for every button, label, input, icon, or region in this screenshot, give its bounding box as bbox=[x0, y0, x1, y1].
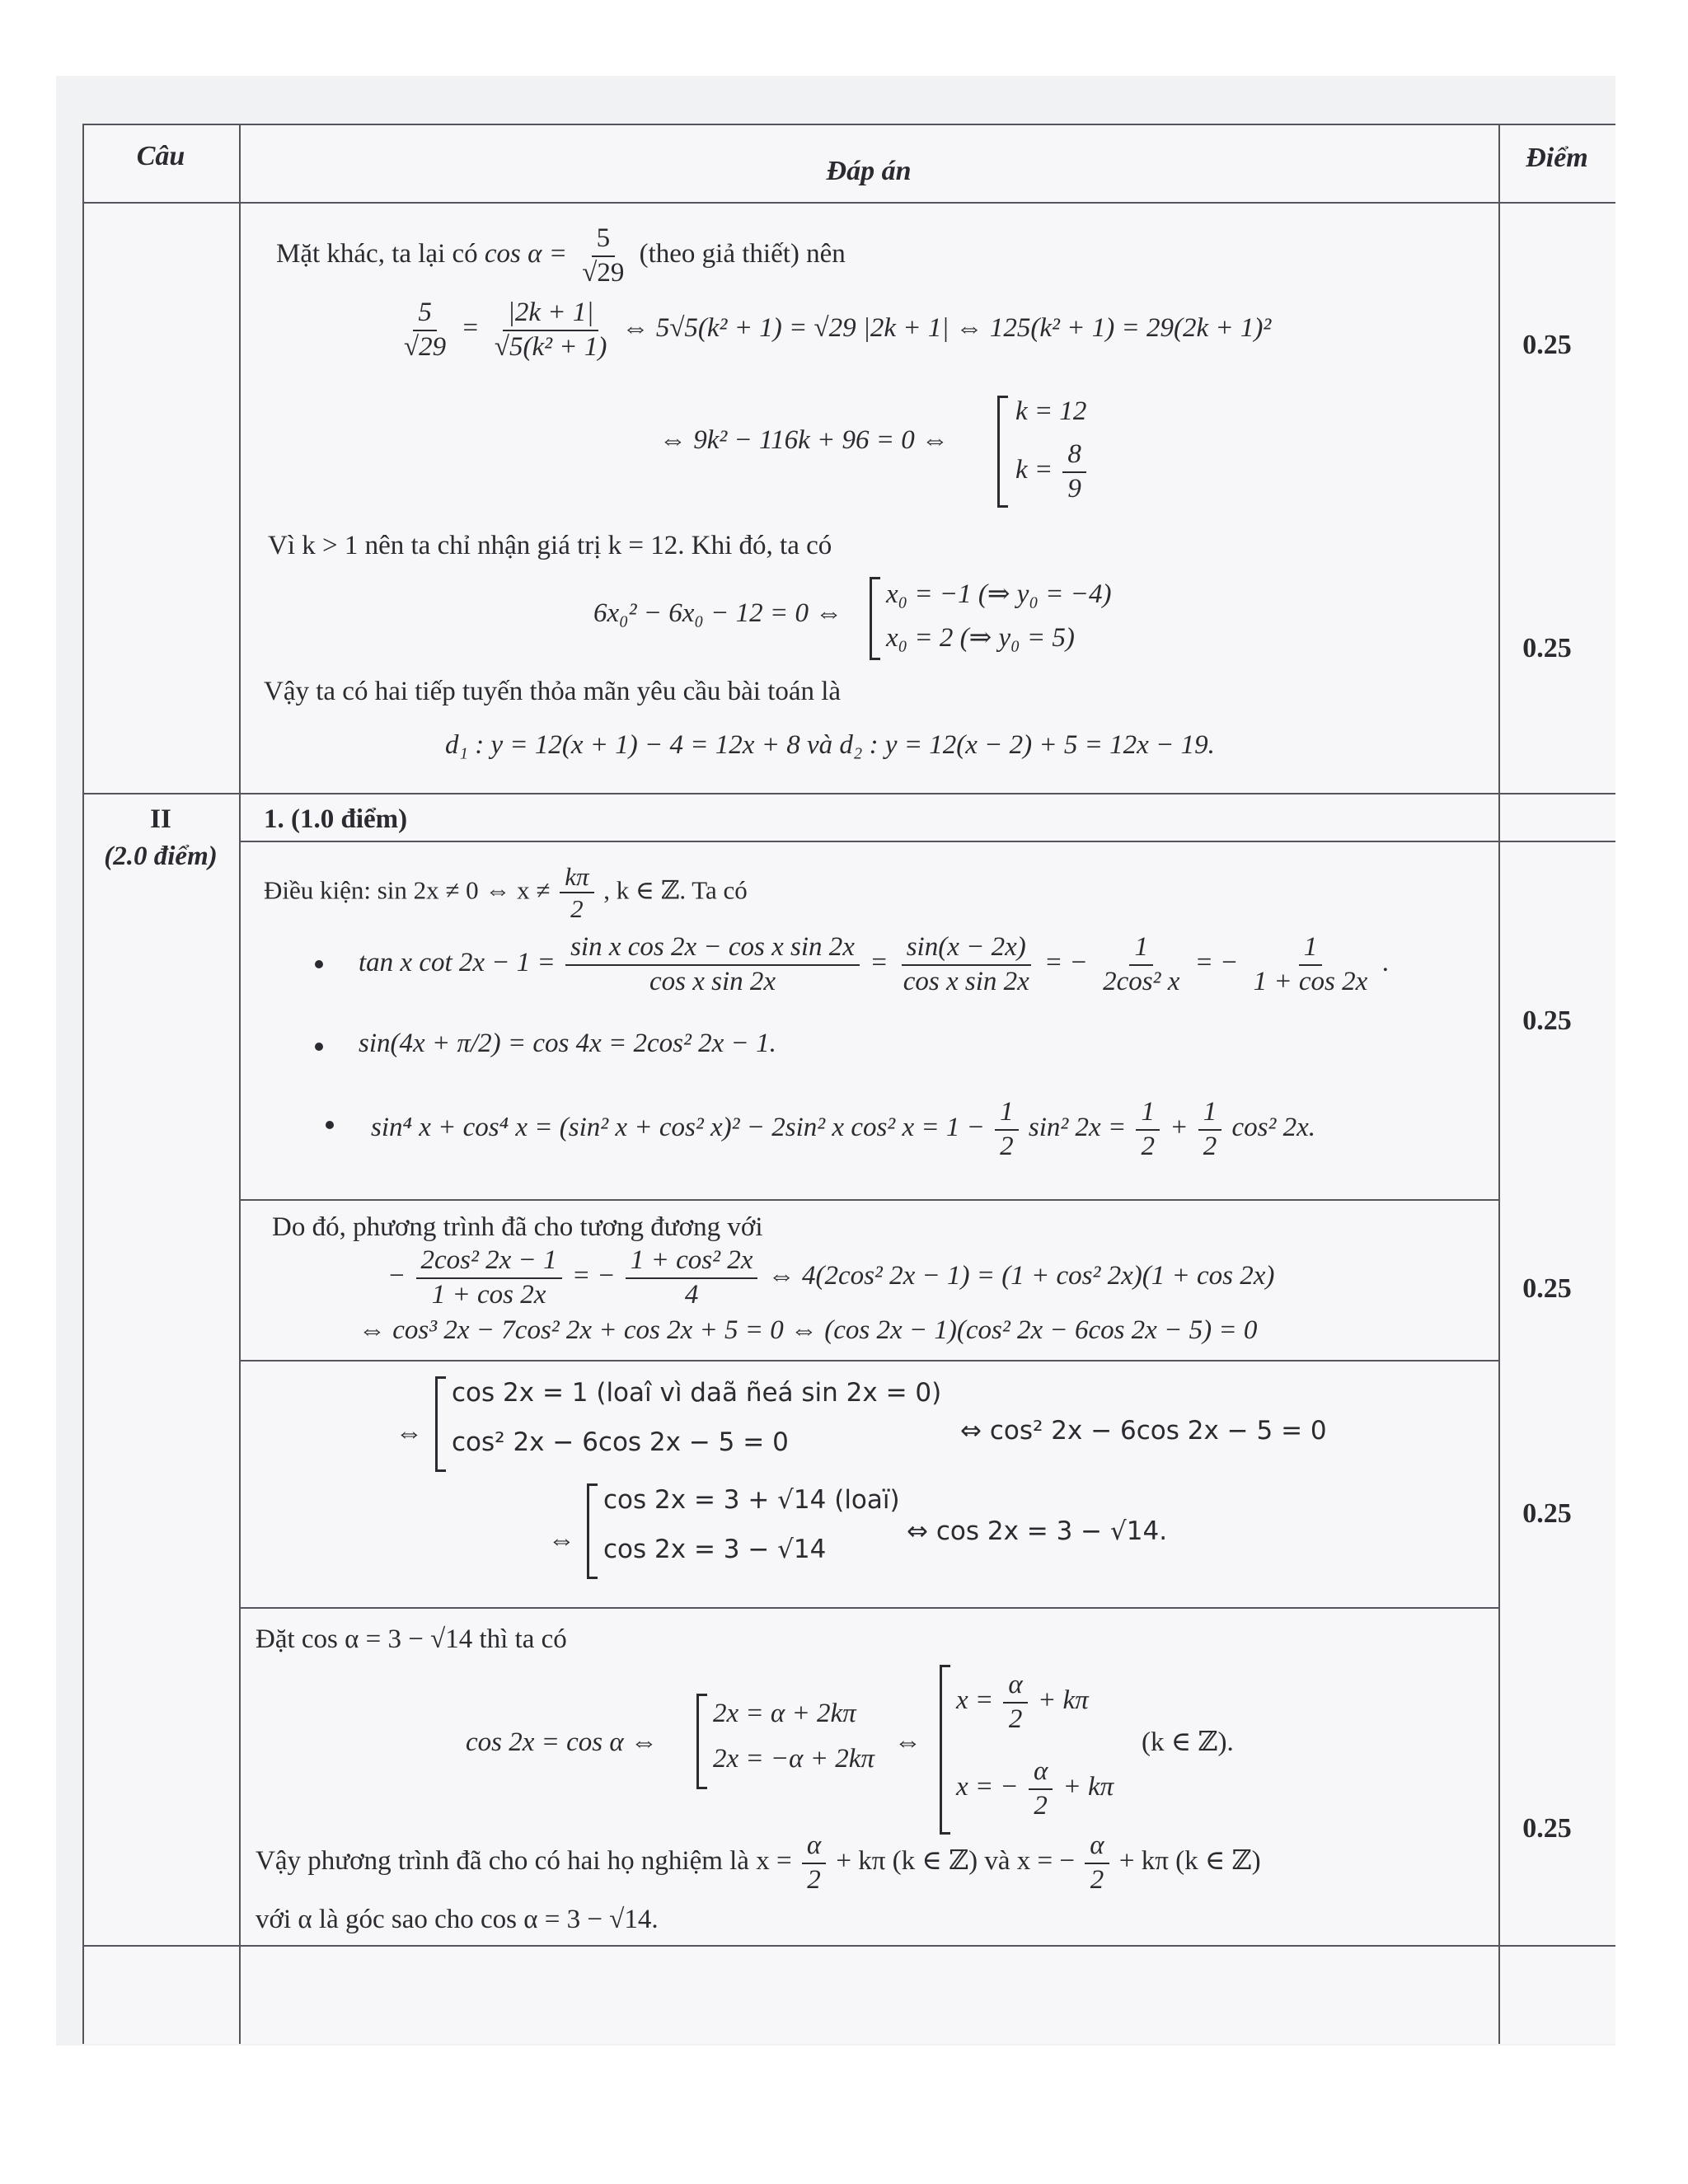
header-cau: Câu bbox=[136, 141, 185, 171]
solution-family-2: x = − $\frac{\alpha}{2}$ + kπ bbox=[956, 1756, 1114, 1821]
bullet-1 bbox=[315, 960, 323, 968]
header-dap-an: Đáp án bbox=[826, 156, 912, 186]
header-bottom-border bbox=[82, 202, 1615, 204]
identity-sin4-cos4: sin⁴ x + cos⁴ x = (sin² x + cos² x)² − 2sin² x cos² x = 1 − $\frac{1}{2}$ sin² 2x = $\frac{1}{2}$ + $\frac{1}{2}$ cos² 2x. bbox=[371, 1097, 1316, 1161]
row-divider-2 bbox=[239, 1360, 1498, 1361]
tangent-lines-equation: d₁ : y = 12(x + 1) − 4 = 12x + 8 và d₂ : y = 12(x − 2) + 5 = 12x − 19. bbox=[445, 730, 1215, 760]
case-k-12: k = 12 bbox=[1015, 396, 1087, 426]
bullet-3 bbox=[326, 1121, 334, 1129]
subpart-title: 1. (1.0 điểm) bbox=[264, 804, 408, 834]
section-ii-top-border bbox=[82, 793, 1615, 794]
section-label: II bbox=[150, 804, 171, 834]
case-bracket bbox=[870, 577, 880, 660]
equation-1: $\frac{5}{√29}$ = $\frac{|2k + 1|}{\text{√5(k² + 1)}}$ ⇔ 5√5(k² + 1) = √29 |2k + 1| ⇔ 125(k² + 1) = 29(2k + 1)² bbox=[404, 298, 1272, 362]
case-accepted: cos 2x = 3 − √14 bbox=[603, 1535, 827, 1564]
case-bracket bbox=[696, 1694, 707, 1789]
equivalence-arrow: ⇔ bbox=[548, 1526, 575, 1555]
header-diem: Điểm bbox=[1526, 143, 1588, 173]
case-k-8-9: k = $\frac{8}{9}$ bbox=[1015, 438, 1090, 505]
solution-family-1: x = $\frac{\alpha}{2}$ + kπ bbox=[956, 1670, 1089, 1734]
identity-tan-cot: tan x cot 2x − 1 = $\frac{\text{sin x cos 2x − cos x sin 2x}}{\text{cos x sin 2x}}$ = $\frac{\sin(x - 2x)}{\text{cos x sin 2x}}$ = − $\frac{1}{\text{2cos² x}}$ = − $\frac{1}{1 + \cos 2x}$ . bbox=[359, 932, 1390, 996]
integer-domain: (k ∈ ℤ). bbox=[1142, 1727, 1234, 1757]
bullet-2 bbox=[315, 1043, 323, 1051]
score-5: 0.25 bbox=[1522, 1498, 1572, 1529]
table-bottom-border bbox=[82, 1945, 1615, 1947]
condition-line: Điều kiện: sin 2x ≠ 0 ⇔ x ≠ $\frac{k\pi}{2}$ , k ∈ ℤ. Ta có bbox=[264, 862, 748, 924]
case-quadratic: cos² 2x − 6cos 2x − 5 = 0 bbox=[452, 1427, 789, 1457]
column-divider-diem bbox=[1498, 124, 1500, 2044]
substitution-line: Đặt cos α = 3 − √14 thì ta có bbox=[256, 1624, 567, 1654]
case-x0-2: x₀ = 2 (⇒ y₀ = 5) bbox=[886, 623, 1075, 653]
case-bracket bbox=[587, 1483, 598, 1579]
table-left-border bbox=[82, 124, 84, 2044]
case-bracket bbox=[435, 1376, 446, 1472]
tangent-lines-intro: Vậy ta có hai tiếp tuyến thỏa mãn yêu cầu bài toán là bbox=[264, 677, 842, 706]
row-divider-3 bbox=[239, 1607, 1498, 1609]
case-bracket bbox=[997, 396, 1008, 508]
equation-7: ⇔ cos 2x = 3 − √14. bbox=[907, 1516, 1168, 1546]
alpha-definition: với α là góc sao cho cos α = 3 − √14. bbox=[256, 1905, 659, 1934]
section-points: (2.0 điểm) bbox=[104, 841, 218, 871]
equivalence-arrow: ⇔ bbox=[396, 1418, 423, 1448]
case-2x-plus: 2x = α + 2kπ bbox=[713, 1699, 856, 1728]
given-cos-line: Mặt khác, ta lại có cos α = $\frac{5}{√29}$ (theo giả thiết) nên bbox=[276, 223, 846, 288]
case-rejected: cos 2x = 3 + √14 (loaï) bbox=[603, 1485, 900, 1515]
conclusion-line: Vậy phương trình đã cho có hai họ nghiệm là x = $\frac{\alpha}{2}$ + kπ (k ∈ ℤ) và x = − $\frac{\alpha}{2}$ + kπ (k ∈ ℤ) bbox=[256, 1830, 1261, 1895]
case-cos2x-1: cos 2x = 1 (loaî vì daã ñeá sin 2x = 0) bbox=[452, 1378, 942, 1408]
case-bracket bbox=[940, 1665, 950, 1835]
subpart-divider bbox=[239, 841, 1615, 842]
condition-k-line: Vì k > 1 nên ta chỉ nhận giá trị k = 12. Khi đó, ta có bbox=[268, 531, 832, 560]
row-divider-1 bbox=[239, 1199, 1498, 1201]
score-3: 0.25 bbox=[1522, 1005, 1572, 1036]
table-top-border bbox=[82, 124, 1615, 125]
equivalence-intro: Do đó, phương trình đã cho tương đương với bbox=[272, 1212, 763, 1242]
equation-3: 6x₀² − 6x₀ − 12 = 0 ⇔ bbox=[593, 598, 843, 628]
column-divider-cau bbox=[239, 124, 241, 2044]
equation-5: ⇔ cos³ 2x − 7cos² 2x + cos 2x + 5 = 0 ⇔ (cos 2x − 1)(cos² 2x − 6cos 2x − 5) = 0 bbox=[359, 1315, 1258, 1345]
equivalence-arrow: ⇔ bbox=[894, 1727, 921, 1757]
score-4: 0.25 bbox=[1522, 1273, 1572, 1304]
equation-8: cos 2x = cos α ⇔ bbox=[466, 1727, 658, 1757]
equation-6: ⇔ cos² 2x − 6cos 2x − 5 = 0 bbox=[960, 1416, 1327, 1446]
score-6: 0.25 bbox=[1522, 1813, 1572, 1844]
equation-2: ⇔ 9k² − 116k + 96 = 0 ⇔ bbox=[659, 425, 950, 455]
case-2x-minus: 2x = −α + 2kπ bbox=[713, 1744, 874, 1774]
answer-key-page bbox=[82, 124, 1615, 2044]
equation-4: − $\frac{\text{2cos² 2x − 1}}{1 + \cos 2x}$ = − $\frac{\text{1 + cos² 2x}}{4}$ ⇔ 4(2cos² 2x − 1) = (1 + cos² 2x)(1 + cos 2x) bbox=[387, 1245, 1275, 1310]
identity-sin-4x: sin(4x + π/2) = cos 4x = 2cos² 2x − 1. bbox=[359, 1029, 776, 1058]
score-1: 0.25 bbox=[1522, 330, 1572, 360]
score-2: 0.25 bbox=[1522, 633, 1572, 663]
case-x0-minus-1: x₀ = −1 (⇒ y₀ = −4) bbox=[886, 579, 1112, 609]
